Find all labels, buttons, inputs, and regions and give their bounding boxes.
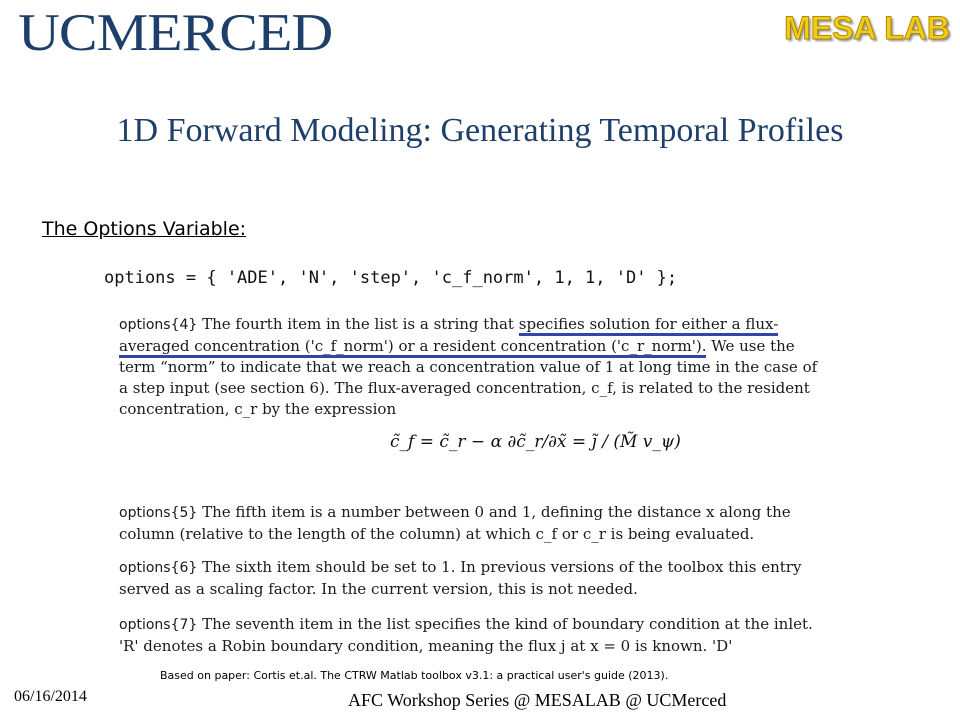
option-text: We use the term “norm” to indicate that we reach a concentration value of 1 at long time in the case of a step input (see section 6). The flux-averaged concentration, c_f, is related to the resident concentration, c_r by the expression xyxy=(119,337,818,418)
option-7-paragraph xyxy=(119,614,819,657)
option-text: The fifth item is a number between 0 and 1, defining the distance x along the column (relative to the length of the column) at which c_f or c_r is being evaluated. xyxy=(119,503,791,543)
option-5-paragraph xyxy=(119,502,819,545)
concentration-equation: c̃_f = c̃_r − α ∂c̃_r/∂x̃ = j̃ / (M̃ v_ψ) xyxy=(390,432,681,452)
ucmerced-logo: UCMERCED xyxy=(18,2,333,63)
option-key: options{4} xyxy=(119,317,198,333)
paper-reference: Based on paper: Cortis et.al. The CTRW Matlab toolbox v3.1: a practical user's guide (2013). xyxy=(160,669,669,682)
option-key: options{5} xyxy=(119,505,198,521)
slide-title: 1D Forward Modeling: Generating Temporal Profiles xyxy=(116,112,844,149)
footer-series: AFC Workshop Series @ MESALAB @ UCMerced xyxy=(348,690,727,710)
mesa-lab-logo: MESA LAB xyxy=(784,10,950,46)
option-6-paragraph xyxy=(119,557,819,600)
section-heading: The Options Variable: xyxy=(42,218,247,240)
option-text: The fourth item in the list is a string that xyxy=(202,315,514,333)
option-key: options{7} xyxy=(119,617,198,633)
option-4-paragraph xyxy=(119,314,819,420)
option-highlight-text: specifies solution for either a flux-averaged concentration ('c_f_norm') or a resident concentration ('c_r_norm'). xyxy=(119,315,778,358)
option-key: options{6} xyxy=(119,560,198,576)
slide-date: 06/16/2014 xyxy=(14,688,87,705)
option-text: The sixth item should be set to 1. In previous versions of the toolbox this entry served as a scaling factor. In the current version, this is not needed. xyxy=(119,558,802,598)
option-text: The seventh item in the list specifies the kind of boundary condition at the inlet. 'R' denotes a Robin boundary condition, meaning the flux j at x = 0 is known. 'D' xyxy=(119,615,813,655)
options-code-line: options = { 'ADE', 'N', 'step', 'c_f_norm', 1, 1, 'D' }; xyxy=(104,268,678,288)
